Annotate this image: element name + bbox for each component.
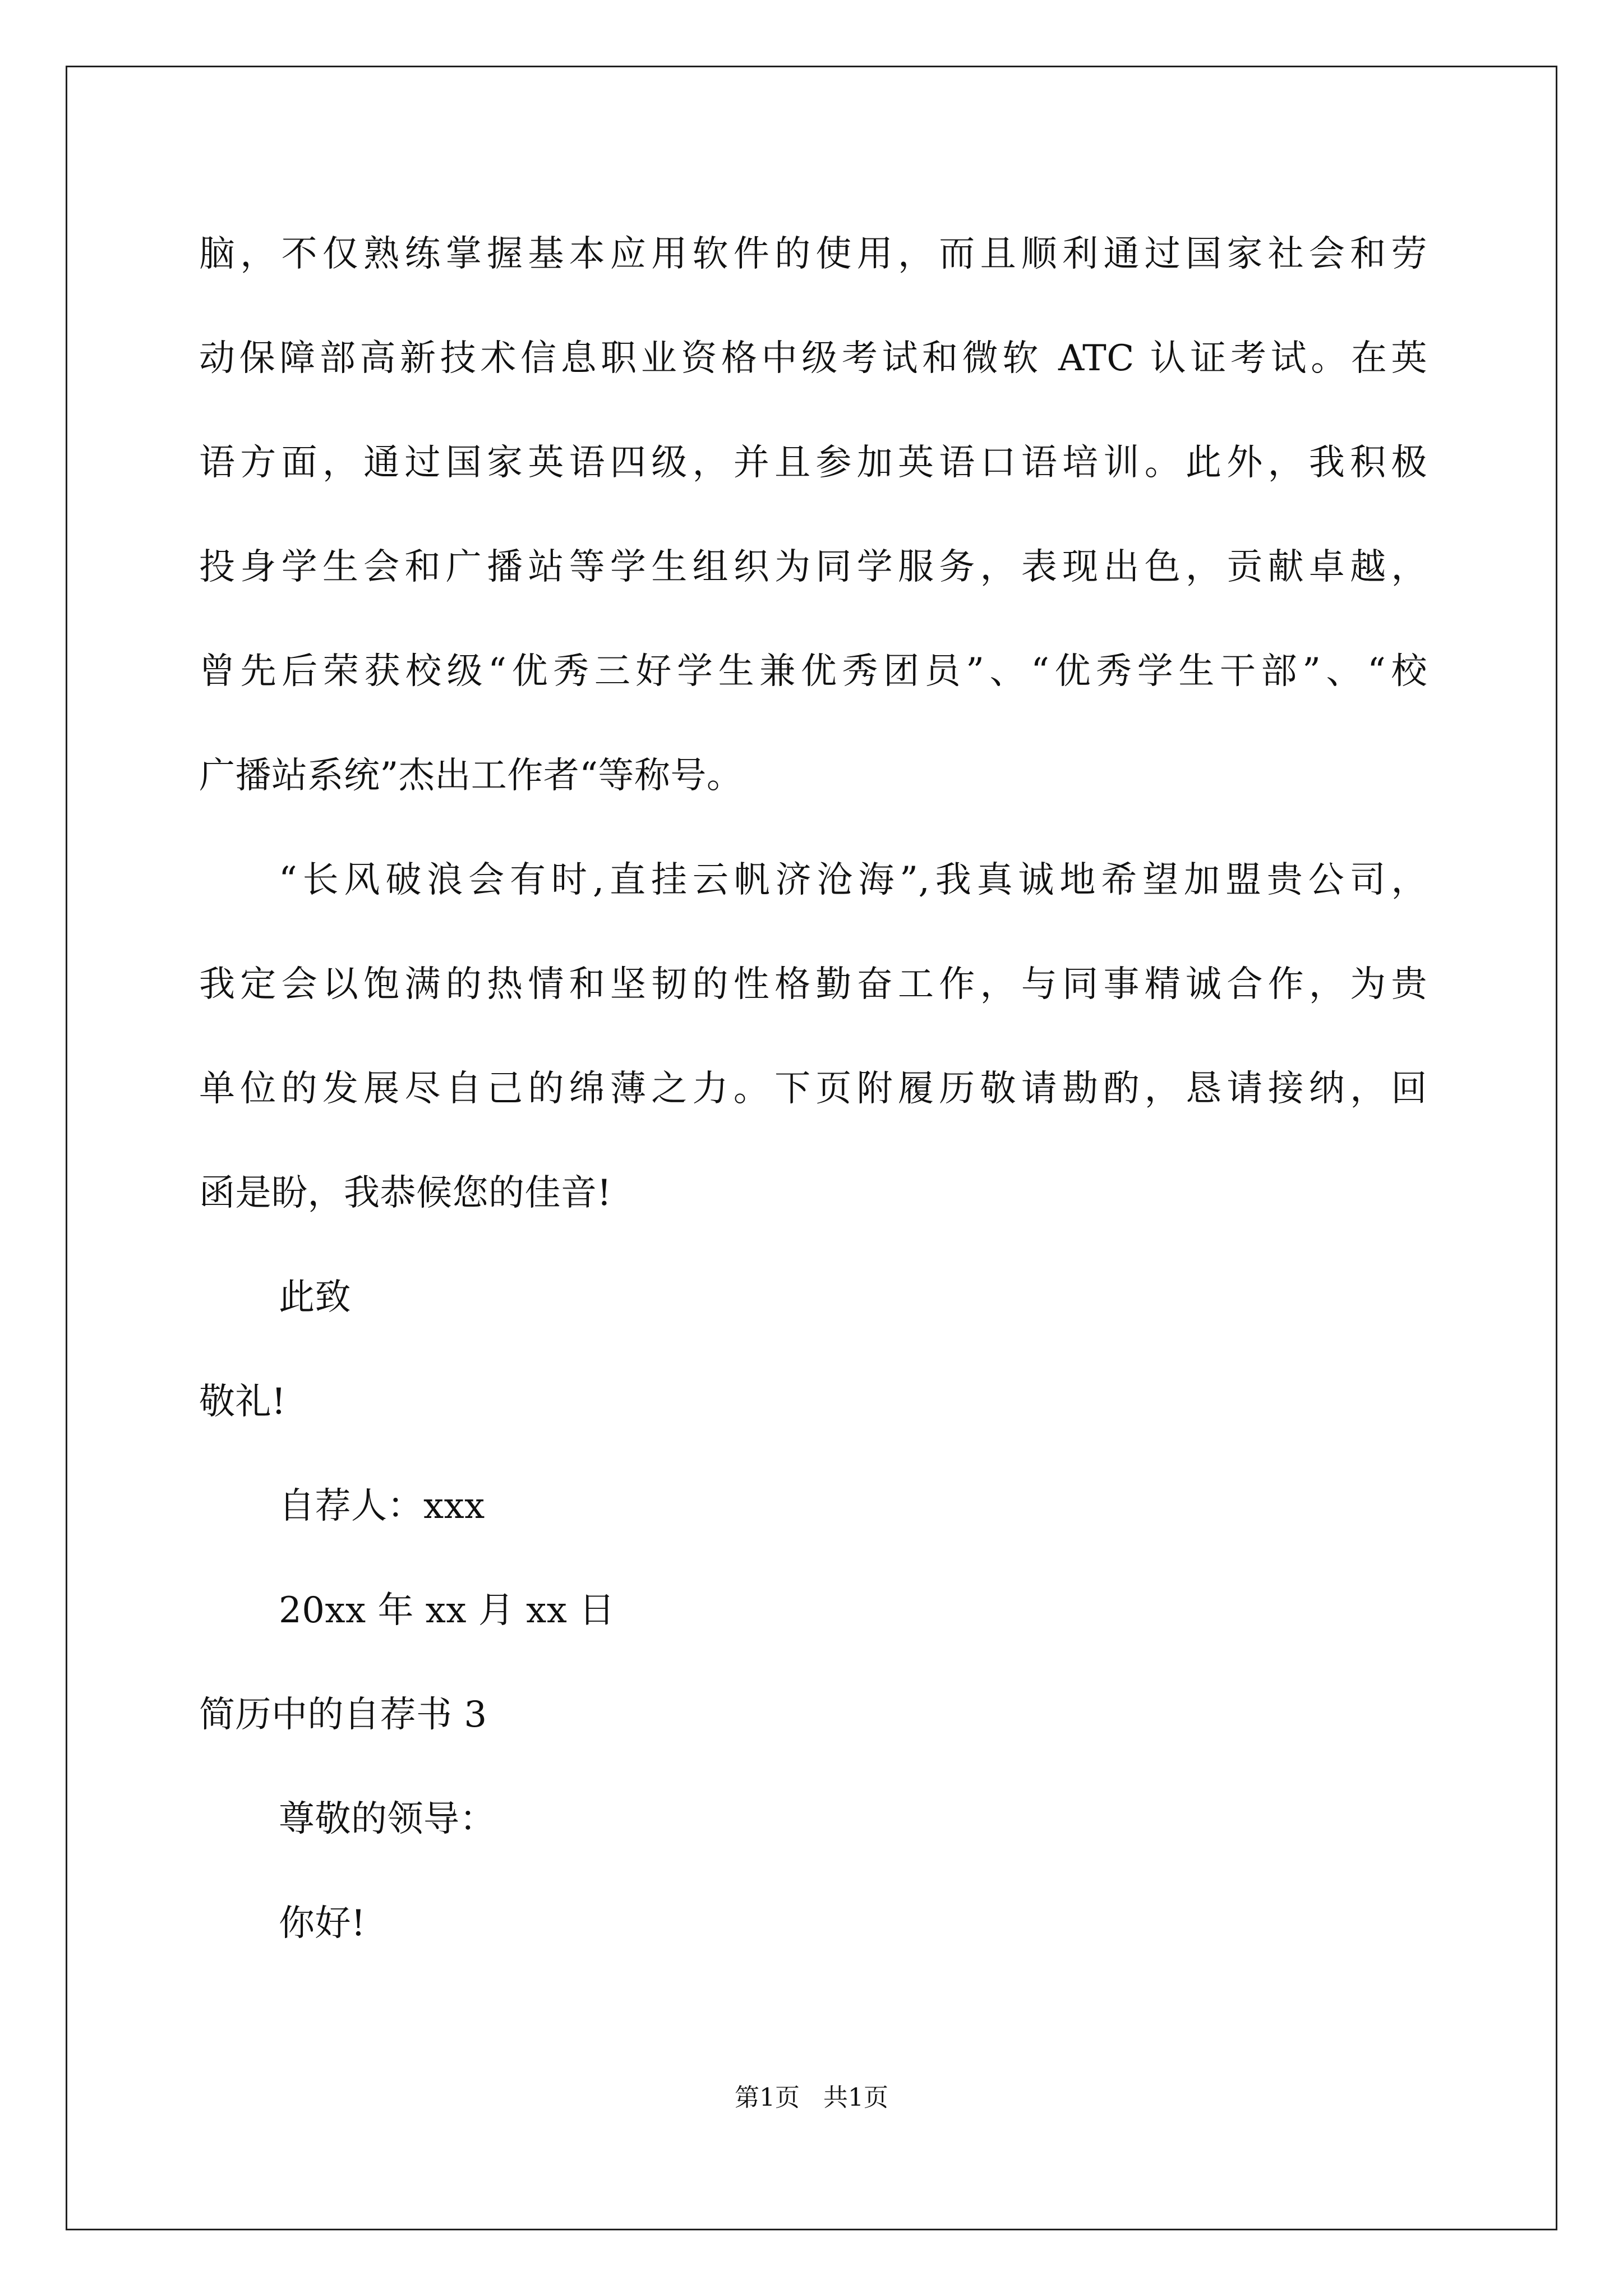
paragraph-1-line-2: 动保障部高新技术信息职业资格中级考试和微软 ATC 认证考试。在英 <box>199 338 1427 379</box>
closing: 此致 <box>279 1277 351 1318</box>
paragraph-2-line-3: 单位的发展尽自己的绵薄之力。下页附履历敬请勘酌，恳请接纳，回 <box>199 1068 1427 1110</box>
page-footer <box>0 2081 1623 2115</box>
paragraph-2-line-4: 函是盼，我恭候您的佳音! <box>199 1172 612 1214</box>
paragraph-2-line-1: “长风破浪会有时,直挂云帆济沧海”,我真诚地希望加盟贵公司， <box>279 859 1427 901</box>
document-body <box>199 202 1427 1976</box>
page-number-total: 共1页 <box>823 2083 888 2112</box>
paragraph-1-line-5: 曾先后荣获校级“优秀三好学生兼优秀团员”、“优秀学生干部”、“校 <box>199 651 1427 692</box>
paragraph-1-line-3: 语方面，通过国家英语四级，并且参加英语口语培训。此外，我积极 <box>199 442 1427 484</box>
paragraph-1-line-1: 脑，不仅熟练掌握基本应用软件的使用，而且顺利通过国家社会和劳 <box>199 233 1427 275</box>
hello: 你好! <box>279 1903 366 1944</box>
paragraph-2-line-2: 我定会以饱满的热情和坚韧的性格勤奋工作，与同事精诚合作，为贵 <box>199 964 1427 1005</box>
greeting: 尊敬的领导： <box>279 1798 496 1840</box>
date: 20xx 年 xx 月 xx 日 <box>279 1590 615 1631</box>
section-heading: 简历中的自荐书 3 <box>199 1694 487 1736</box>
paragraph-1-line-4: 投身学生会和广播站等学生组织为同学服务，表现出色，贡献卓越， <box>199 546 1427 588</box>
page-number-current: 第1页 <box>735 2083 800 2112</box>
salute: 敬礼! <box>199 1381 287 1423</box>
signature: 自荐人：xxx <box>279 1485 485 1527</box>
paragraph-1-line-6: 广播站系统”杰出工作者“等称号。 <box>199 755 743 797</box>
